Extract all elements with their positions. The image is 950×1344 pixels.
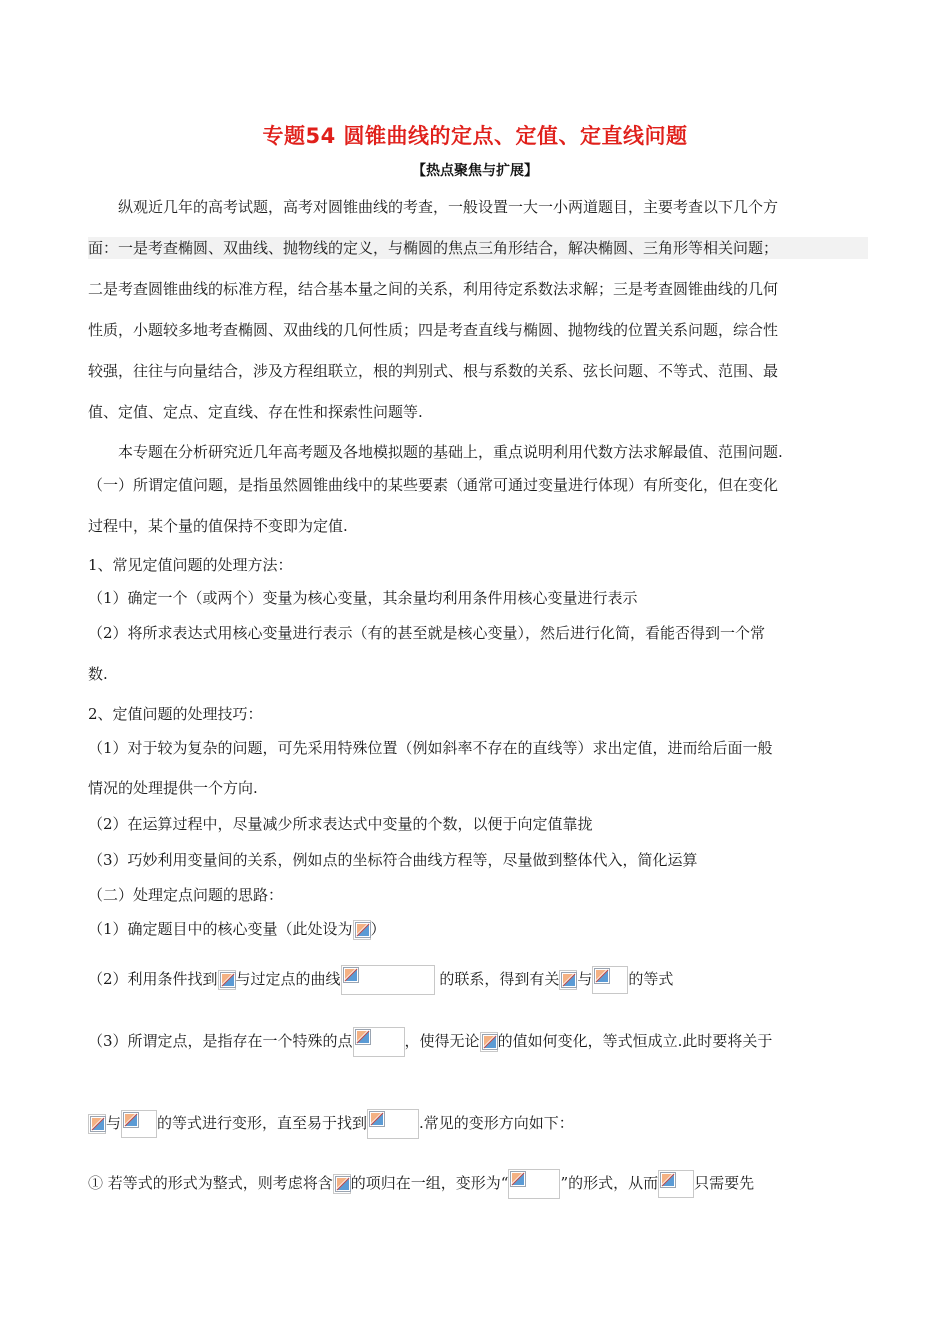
text-segment: （2）利用条件找到: [88, 970, 218, 988]
list-item: （2）将所求表达式用核心变量进行表示（有的甚至就是核心变量），然后进行化简，看能否得到一个常: [88, 624, 766, 642]
paragraph-line: 值、定值、定点、定直线、存在性和探索性问题等.: [88, 403, 423, 421]
list-heading: （二）处理定点问题的思路：: [88, 886, 284, 904]
list-item: （1）对于较为复杂的问题，可先采用特殊位置（例如斜率不存在的直线等）求出定值，进而给后面一般: [88, 739, 773, 757]
paragraph-line: 面：一是考查椭圆、双曲线、抛物线的定义，与椭圆的焦点三角形结合，解决椭圆、三角形等相关问题；: [88, 237, 868, 259]
paragraph-line: 纵观近几年的高考试题，高考对圆锥曲线的考查，一般设置一大一小两道题目，主要考查以下几个方: [118, 198, 779, 216]
text-segment: 的等式进行变形，直至易于找到: [157, 1114, 368, 1132]
text-segment: 的等式: [628, 970, 674, 988]
list-item: 情况的处理提供一个方向.: [88, 779, 258, 797]
text-segment: 与过定点的曲线: [235, 970, 341, 988]
broken-image-icon: [561, 972, 577, 988]
list-item: （1）确定一个（或两个）变量为核心变量，其余量均利用条件用核心变量进行表示: [88, 589, 638, 607]
list-item: （2）在运算过程中，尽量减少所求表达式中变量的个数，以便于向定值靠拢: [88, 815, 593, 833]
text-segment: ）: [370, 920, 386, 938]
broken-image-icon: [90, 1116, 106, 1132]
text-segment: .常见的变形方向如下：: [419, 1114, 574, 1132]
text-segment: 与: [106, 1114, 122, 1132]
formula-image: [592, 966, 628, 994]
broken-image-icon: [594, 968, 610, 984]
page-title: 专题54 圆锥曲线的定点、定值、定直线问题: [262, 124, 688, 148]
text-segment: ① 若等式的形式为整式，则考虑将含: [88, 1174, 333, 1192]
formula-image: [88, 1114, 106, 1134]
formula-image: [367, 1109, 419, 1139]
paragraph-line: （一）所谓定值问题，是指虽然圆锥曲线中的某些要素（通常可通过变量进行体现）有所变化，但在变化: [88, 476, 779, 494]
list-item: [88, 1024, 868, 1058]
broken-image-icon: [220, 972, 236, 988]
formula-image: [480, 1032, 498, 1052]
broken-image-icon: [123, 1112, 139, 1128]
formula-image: [658, 1170, 694, 1198]
text-segment: 只需要先: [694, 1174, 755, 1192]
broken-image-icon: [343, 967, 359, 983]
paragraph-line: 过程中，某个量的值保持不变即为定值.: [88, 517, 348, 535]
formula-image: [333, 1174, 351, 1194]
broken-image-icon: [482, 1034, 498, 1050]
formula-image: [508, 1169, 560, 1199]
text-segment: （3）所谓定点，是指存在一个特殊的点: [88, 1032, 353, 1050]
paragraph-line: 本专题在分析研究近几年高考题及各地模拟题的基础上，重点说明利用代数方法求解最值、范围问题.: [118, 443, 783, 461]
list-heading: 1、常见定值问题的处理方法：: [88, 556, 293, 574]
broken-image-icon: [369, 1111, 385, 1127]
text-segment: 的联系，得到有关: [434, 970, 560, 988]
list-item: [88, 918, 868, 940]
list-item: [88, 1166, 868, 1200]
list-item: （3）巧妙利用变量间的关系，例如点的坐标符合曲线方程等，尽量做到整体代入，简化运算: [88, 851, 698, 869]
broken-image-icon: [355, 922, 371, 938]
list-item: [88, 962, 868, 996]
formula-image: [353, 1027, 405, 1057]
text-segment: 的项归在一组，变形为“: [350, 1174, 509, 1192]
formula-image: [559, 970, 577, 990]
paragraph-line: 较强，往往与向量结合，涉及方程组联立，根的判别式、根与系数的关系、弦长问题、不等式、范围、最: [88, 362, 779, 380]
formula-image: [121, 1110, 157, 1138]
formula-image: [218, 970, 236, 990]
formula-image: [353, 920, 371, 940]
text-segment: 与: [577, 970, 593, 988]
list-item: [88, 1106, 868, 1140]
text-segment: ，使得无论: [404, 1032, 480, 1050]
formula-image: [341, 965, 435, 995]
broken-image-icon: [355, 1029, 371, 1045]
broken-image-icon: [335, 1176, 351, 1192]
list-item: 数.: [88, 665, 108, 683]
broken-image-icon: [660, 1172, 676, 1188]
paragraph-line: 性质，小题较多地考查椭圆、双曲线的几何性质；四是考查直线与椭圆、抛物线的位置关系问题，综合性: [88, 321, 779, 339]
broken-image-icon: [510, 1171, 526, 1187]
text-segment: （1）确定题目中的核心变量（此处设为: [88, 920, 353, 938]
list-heading: 2、定值问题的处理技巧：: [88, 705, 263, 723]
paragraph-line: 二是考查圆锥曲线的标准方程，结合基本量之间的关系，利用待定系数法求解；三是考查圆锥曲线的几何: [88, 280, 779, 298]
text-segment: 的值如何变化，等式恒成立.此时要将关于: [497, 1032, 773, 1050]
section-heading: 【热点聚焦与扩展】: [412, 163, 538, 179]
text-segment: ”的形式，从而: [560, 1174, 659, 1192]
